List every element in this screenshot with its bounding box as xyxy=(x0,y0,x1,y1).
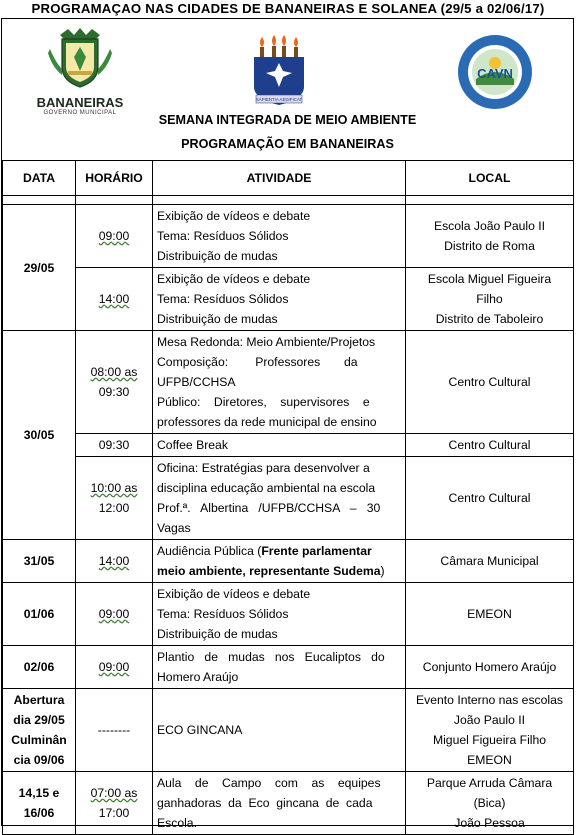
table-row xyxy=(3,646,574,689)
activity-line: UFPB/CCHSA xyxy=(157,375,236,389)
time-value: 09:00 xyxy=(98,607,130,621)
date-line: dia 29/05 xyxy=(13,713,65,727)
table-header-row xyxy=(3,161,574,196)
activity-cell xyxy=(153,772,406,835)
location-cell xyxy=(406,689,574,772)
time-cell xyxy=(76,646,153,689)
subtitle-event: SEMANA INTEGRADA DE MEIO AMBIENTE xyxy=(158,113,417,127)
date-cell: 02/06 xyxy=(3,646,76,689)
time-cell: 09:30 xyxy=(76,434,153,457)
activity-line: Tema: Resíduos Sólidos xyxy=(157,607,289,621)
date-line: 14,15 e xyxy=(18,786,60,800)
table-row xyxy=(3,205,574,268)
activity-line: ganhadoras da Eco gincana de cada xyxy=(157,796,373,810)
activity-line: Mesa Redonda: Meio Ambiente/Projetos xyxy=(157,335,376,349)
bananeiras-logo xyxy=(30,27,130,116)
time-cell xyxy=(76,457,153,540)
date-line: Abertura xyxy=(13,693,65,707)
activity-line: Prof.ª. Albertina /UFPB/CCHSA – 30 xyxy=(157,501,381,515)
header-box xyxy=(2,19,573,160)
activity-line: Homero Araújo xyxy=(157,670,239,684)
activity-line: Plantio de mudas nos Eucaliptos do xyxy=(157,650,385,664)
table-row xyxy=(3,331,574,434)
activity-line: Exibição de vídeos e debate xyxy=(157,272,311,286)
activity-text: ) xyxy=(380,564,385,578)
activity-cell: ECO GINCANA xyxy=(153,689,406,772)
activity-line: Escola. xyxy=(157,816,197,830)
time-value: 08:00 as xyxy=(90,365,138,379)
time-cell xyxy=(76,268,153,331)
location-line: Evento Interno nas escolas xyxy=(415,693,564,707)
activity-cell xyxy=(153,457,406,540)
table-row xyxy=(3,434,574,457)
time-cell xyxy=(76,205,153,268)
location-cell xyxy=(406,268,574,331)
subtitle-program: PROGRAMAÇÃO EM BANANEIRAS xyxy=(181,137,394,151)
date-line: 16/06 xyxy=(23,806,55,820)
bananeiras-logo-text: BANANEIRAS xyxy=(36,95,124,110)
activity-cell xyxy=(153,646,406,689)
location-cell: Conjunto Homero Araújo xyxy=(406,646,574,689)
date-cell xyxy=(3,772,76,835)
activity-cell: Coffee Break xyxy=(153,434,406,457)
ufpb-emblem-icon xyxy=(250,35,308,111)
ufpb-logo xyxy=(250,35,308,111)
location-line: Miguel Figueira Filho xyxy=(432,733,547,747)
table-row xyxy=(3,268,574,331)
time-value: 09:00 xyxy=(98,660,130,674)
location-line: Filho xyxy=(476,292,503,306)
time-value: 14:00 xyxy=(98,554,130,568)
cavn-logo xyxy=(456,33,534,111)
time-cell xyxy=(76,583,153,646)
activity-line: Oficina: Estratégias para desenvolver a xyxy=(157,461,370,475)
schedule-table xyxy=(2,160,574,835)
table-row xyxy=(3,457,574,540)
cavn-seal-icon xyxy=(456,33,534,111)
location-cell: Centro Cultural xyxy=(406,457,574,540)
date-cell: 30/05 xyxy=(3,331,76,540)
time-value: 17:00 xyxy=(98,806,130,820)
date-line: cia 09/06 xyxy=(13,753,65,767)
activity-line: disciplina educação ambiental na escola xyxy=(157,481,376,495)
column-header-location: LOCAL xyxy=(406,161,574,196)
ufpb-motto: SAPIENTIA AEDIFICAT xyxy=(255,97,303,102)
document-frame xyxy=(1,18,574,830)
time-value: 09:30 xyxy=(98,385,130,399)
time-cell: -------- xyxy=(76,689,153,772)
location-cell xyxy=(406,205,574,268)
time-value: 14:00 xyxy=(98,292,130,306)
activity-line: Composição: Professores da xyxy=(157,355,358,369)
activity-line: Tema: Resíduos Sólidos xyxy=(157,229,289,243)
activity-cell xyxy=(153,268,406,331)
page-title: PROGRAMAÇAO NAS CIDADES DE BANANEIRAS E SOLANEA (29/5 a 02/06/17) xyxy=(31,1,545,16)
activity-line: Vagas xyxy=(157,521,191,535)
time-value: 09:00 xyxy=(98,229,130,243)
column-header-activity: ATIVIDADE xyxy=(153,161,406,196)
time-value: 12:00 xyxy=(98,501,130,515)
time-cell xyxy=(76,331,153,434)
location-line: João Paulo II xyxy=(453,713,526,727)
location-line: Distrito de Roma xyxy=(444,239,535,253)
date-cell: 31/05 xyxy=(3,540,76,583)
location-cell: Centro Cultural xyxy=(406,434,574,457)
location-cell: EMEON xyxy=(406,583,574,646)
table-row xyxy=(3,772,574,835)
location-line: Parque Arruda Câmara xyxy=(426,776,553,790)
activity-line: Exibição de vídeos e debate xyxy=(157,587,311,601)
activity-bold-text: meio ambiente, representante Sudema xyxy=(157,564,381,578)
spacer-row xyxy=(3,196,574,205)
location-line: João Pessoa xyxy=(454,816,525,830)
activity-cell xyxy=(153,540,406,583)
table-row xyxy=(3,540,574,583)
activity-line: Tema: Resíduos Sólidos xyxy=(157,292,289,306)
activity-line: professores da rede municipal de ensino xyxy=(157,415,377,429)
location-line: Escola Miguel Figueira xyxy=(427,272,552,286)
column-header-date: DATA xyxy=(3,161,76,196)
activity-line: Distribuição de mudas xyxy=(157,249,278,263)
activity-cell xyxy=(153,583,406,646)
activity-line: Distribuição de mudas xyxy=(157,312,278,326)
column-header-time: HORÁRIO xyxy=(76,161,153,196)
date-line: Culminân xyxy=(11,733,67,747)
location-cell: Centro Cultural xyxy=(406,331,574,434)
time-value: 10:00 as xyxy=(90,481,138,495)
date-cell: 01/06 xyxy=(3,583,76,646)
location-line: Escola João Paulo II xyxy=(433,219,546,233)
location-cell xyxy=(406,772,574,835)
time-cell xyxy=(76,772,153,835)
activity-text: Audiência Pública ( xyxy=(157,544,262,558)
date-cell: 29/05 xyxy=(3,205,76,331)
location-line: EMEON xyxy=(467,753,512,767)
cavn-center-text: CAVN xyxy=(477,66,513,81)
activity-bold-text: Frente parlamentar xyxy=(261,544,372,558)
location-line: Distrito de Taboleiro xyxy=(435,312,544,326)
time-value: 07:00 as xyxy=(90,786,138,800)
activity-line: Público: Diretores, supervisores e xyxy=(157,395,370,409)
table-row xyxy=(3,689,574,772)
activity-line: Aula de Campo com as equipes xyxy=(157,776,381,790)
activity-line: Exibição de vídeos e debate xyxy=(157,209,311,223)
bananeiras-coat-of-arms-icon xyxy=(30,27,130,89)
location-cell: Câmara Municipal xyxy=(406,540,574,583)
activity-line: Distribuição de mudas xyxy=(157,627,278,641)
bananeiras-logo-subtext: GOVERNO MUNICIPAL xyxy=(43,110,117,116)
table-row xyxy=(3,583,574,646)
location-line: (Bica) xyxy=(473,796,506,810)
date-cell xyxy=(3,689,76,772)
activity-cell xyxy=(153,331,406,434)
activity-cell xyxy=(153,205,406,268)
time-cell xyxy=(76,540,153,583)
